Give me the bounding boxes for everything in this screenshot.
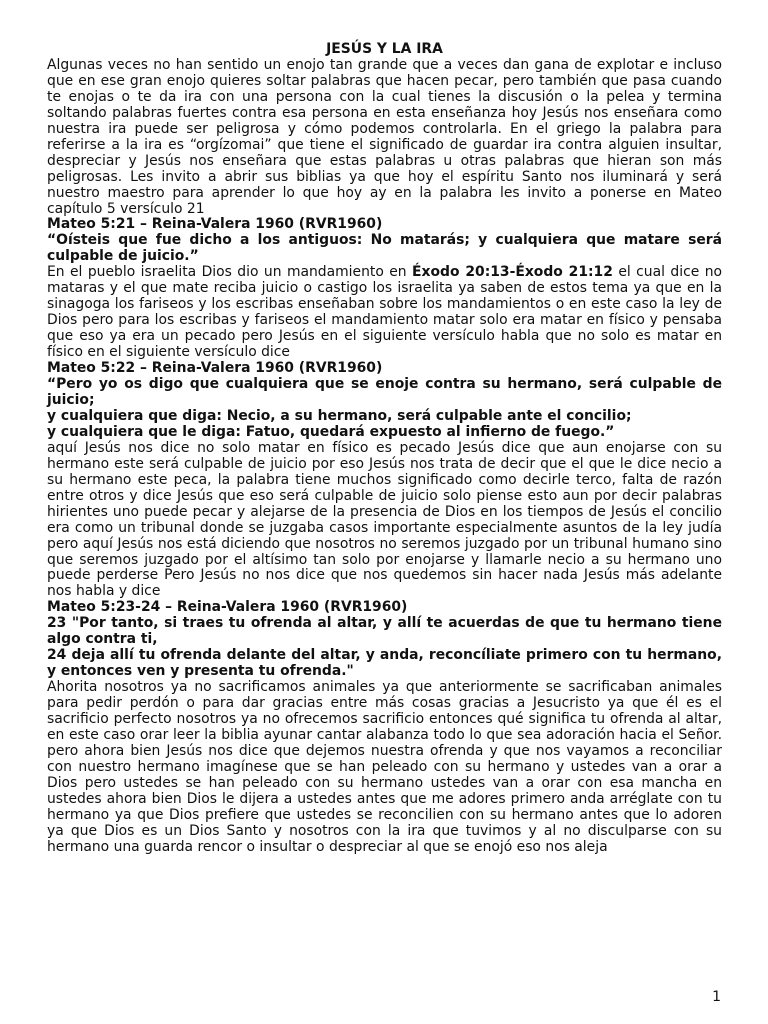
scripture-verse: “Oísteis que fue dicho a los antiguos: No matarás; y cualquiera que matare será culpable de juicio.”: [47, 232, 722, 265]
paragraph-text: En el pueblo israelita Dios dio un mandamiento en: [47, 264, 413, 281]
scripture-reference: Mateo 5:23-24 – Reina-Valera 1960 (RVR1960): [47, 599, 408, 616]
document-title: JESÚS Y LA IRA: [326, 41, 443, 57]
scripture-verse: y cualquiera que le diga: Fatuo, quedará expuesto al infierno de fuego.”: [47, 423, 615, 440]
scripture-verse: “Pero yo os digo que cualquiera que se enoje contra su hermano, será culpable de juicio;: [47, 376, 722, 408]
scripture-verse: y cualquiera que diga: Necio, a su hermano, será culpable ante el concilio;: [47, 407, 632, 424]
body-paragraph: Ahorita nosotros ya no sacrificamos animales ya que anteriormente se sacrificaban animales para pedir perdón o para dar gracias entre más cosas gracias a Jesucristo ya que él es el sacrificio perfecto nosotros ya no ofrecemos sacrificio entonces qué significa tu ofrenda al altar, en este caso orar leer la biblia ayunar cantar alabanza todo lo que sea adoración hacia el Señor. pero ahora bien Jesús nos dice que dejemos nuestra ofrenda y que nos vayamos a reconciliar con nuestro hermano imagínese que se han peleado con su hermano y ustedes van a orar a Dios pero ustedes se han peleado con su hermano ustedes van a orar con esa mancha en ustedes ahora bien Dios le dijera a ustedes antes que me adores primero anda arréglate con tu hermano ya que Dios prefiere que ustedes se reconcilien con su hermano antes que lo adoren ya que Dios es un Dios Santo y nosotros con la ira que tuvimos y al no disculparse con su hermano una guarda rencor o insultar o despreciar al que se enojó eso nos aleja: [47, 679, 722, 855]
scripture-reference: [47, 361, 722, 377]
scripture-verse: 23 "Por tanto, si traes tu ofrenda al altar, y allí te acuerdas de que tu hermano tiene algo contra ti,: [47, 615, 722, 648]
page-number: 1: [712, 989, 721, 1005]
body-paragraph: aquí Jesús nos dice no solo matar en físico es pecado Jesús dice que aun enojarse con su hermano este será culpable de juicio por eso Jesús nos trata de decir que el que le dice necio a su hermano este peca, la palabra tiene muchos significado como decirle terco, falta de razón entre otros y dice Jesús que eso será culpable de juicio solo piense esto aun por decir palabras hirientes uno puede pecar y alejarse de la presencia de Dios en los tiempos de Jesús el concilio era como un tribunal donde se juzgaba casos importante especialmente asuntos de la ley judía pero aquí Jesús nos está diciendo que nosotros no seremos juzgado por un tribunal humano sino que seremos juzgado por el altísimo tan solo por enojarse y llamarle necio a su hermano uno puede perderse Pero Jesús no nos dice que nos quedemos sin hacer nada Jesús más adelante nos habla y dice: [47, 439, 722, 600]
body-paragraph: [47, 265, 722, 361]
scripture-reference: Mateo 5:21 – Reina-Valera 1960 (RVR1960): [47, 216, 383, 233]
scripture-verse: 24 deja allí tu ofrenda delante del altar, y anda, reconcíliate primero con tu hermano, y entonces ven y presenta tu ofrenda.": [47, 647, 722, 680]
paragraph-text: el cual dice no mataras y el que mate reciba juicio o castigo los israelita ya saben de estos tema ya que en la sinagoga los fariseos y los escribas enseñaban sobre los mandamientos o en este caso la ley de Dios pero para los escribas y fariseos el mandamiento matar solo era matar en físico y pensaba que eso ya era un pecado pero Jesús en el siguiente versículo habla que no solo es matar en físico en el siguiente versículo dice: [47, 264, 722, 361]
intro-paragraph: Algunas veces no han sentido un enojo tan grande que a veces dan gana de explotar e incluso que en ese gran enojo quieres soltar palabras que hacen pecar, pero también que pasa cuando te enojas o te da ira con una persona con la cual tienes la discusión o la pelea y termina soltando palabras fuertes contra esa persona en esta enseñanza hoy Jesús nos enseñara como nuestra ira puede ser peligrosa y cómo podemos controlarla. En el griego la palabra para referirse a la ira es “orgízomai” que tiene el significado de guardar ira contra alguien insultar, despreciar y Jesús nos enseñara que estas palabras u otras palabras que hieran son más peligrosas. Les invito a abrir sus biblias ya que hoy el espíritu Santo nos iluminará y será nuestro maestro para aprender lo que hoy ay en la palabra les invito a ponerse en Mateo capítulo 5 versículo 21: [47, 56, 722, 217]
inline-reference: Éxodo 20:13-Éxodo 21:12: [412, 264, 613, 281]
reference-text: Mateo 5:22 – Reina-Valera 1960 (RVR1960): [47, 360, 383, 377]
